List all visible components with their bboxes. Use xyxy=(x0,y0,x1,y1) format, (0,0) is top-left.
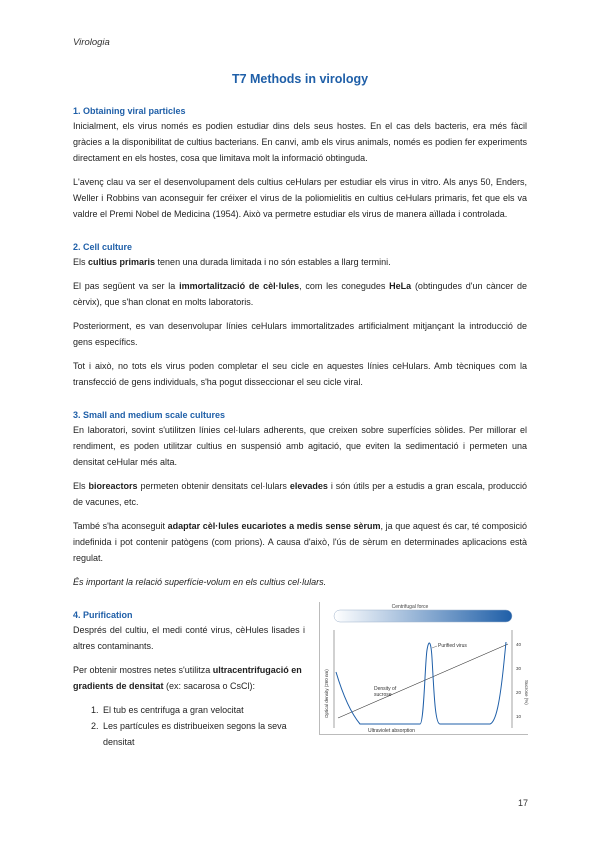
bold-term: ultracentrifugació en gradients de densitat xyxy=(73,665,302,691)
steps-list xyxy=(73,702,305,750)
centrifugal-force-bar xyxy=(334,610,512,622)
running-header: Virologia xyxy=(73,37,110,48)
section-cell-culture xyxy=(73,240,527,390)
paragraph: Els bioreactors permeten obtenir densitats cel·lulars elevades i són útils per a estudis a gran escala, producció de vacunes, etc. xyxy=(73,481,528,507)
section-heading: 2. Cell culture xyxy=(73,242,133,252)
paragraph: Per obtenir mostres netes s'utilitza ultracentrifugació en gradients de densitat (ex: sacarosa o CsCl): xyxy=(73,665,302,691)
section-small-medium-scale-cultures xyxy=(73,408,527,590)
bold-term: elevades xyxy=(289,481,328,491)
list-item: 1. El tub es centrifuga a gran velocitat xyxy=(101,702,305,718)
section-obtaining-viral-particles xyxy=(73,104,527,222)
absorbance-curve xyxy=(336,642,506,724)
y-right-tick: 30 xyxy=(516,666,522,671)
section-heading: 1. Obtaining viral particles xyxy=(73,106,186,116)
y-right-tick: 40 xyxy=(516,642,522,647)
density-label: sucrose xyxy=(374,692,392,698)
centrifugal-force-label: Centrifugal force xyxy=(391,604,429,610)
paragraph-italic: És important la relació superfície-volum en els cultius cel·lulars. xyxy=(73,577,327,587)
paragraph: En laboratori, sovint s'utilitzen línies cel·lulars adherents, que creixen sobre superfícies sòlides. Per millorar el rendiment, es poden utilitzar cultius en suspensió amb agitació, que eviten la sedimentació i permeten una densitat ceHular més alta. xyxy=(73,425,527,467)
paragraph: El pas següent va ser la immortalització de cèl·lules, com les conegudes HeLa (obtingudes d'un càncer de cèrvix), que s'han clonat en molts laboratoris. xyxy=(73,281,527,307)
paragraph: L'avenç clau va ser el desenvolupament dels cultius ceHulars per estudiar els virus in vitro. Als anys 50, Enders, Weller i Robbins van aconseguir fer créixer el virus de la poliomielitis en cultius ceHulars primaris, fet que els va valdre el Premi Nobel de Medicina (1954). Això va permetre estudiar els virus de manera aïllada i controlada. xyxy=(73,177,527,219)
paragraph: També s'ha aconseguit adaptar cèl·lules eucariotes a medis sense sèrum, ja que aquest és car, té composició indefinida i pot contenir patògens (com prions). A causa d'això, l'ús de sèrum en determinades aplicacions està regulat. xyxy=(73,521,527,563)
paragraph: Posteriorment, es van desenvolupar línies ceHulars immortalitzades artificialment mitjançant la introducció de gens específics. xyxy=(73,321,527,347)
density-label: Density of xyxy=(374,686,397,692)
bold-term: bioreactors xyxy=(88,481,138,491)
paragraph: Inicialment, els virus només es podien estudiar dins dels seus hostes. En el cas dels bacteris, era més fàcil gràcies a la disponibilitat de cultius bacterians. En canvi, amb els virus animals, només es podien fer experiments directament en els hostes, cosa que limitava molt la informació obtinguda. xyxy=(73,121,527,163)
paragraph: Tot i això, no tots els virus poden completar el seu cicle en aquestes línies ceHulars. Amb tècniques com la transfecció de gens individuals, s'ha pogut disseccionar el seu cicle viral. xyxy=(73,361,527,387)
bold-term: cultius primaris xyxy=(88,257,156,267)
y-axis-right-label: Sucrose (%) xyxy=(524,680,529,705)
list-item: 2. Les partícules es distribueixen segons la seva densitat xyxy=(101,718,305,750)
bold-term: immortalització de cèl·lules xyxy=(179,281,300,291)
density-gradient-figure xyxy=(319,602,528,735)
peak-label: Purified virus xyxy=(438,643,467,649)
section-purification xyxy=(73,604,529,750)
section-heading: 3. Small and medium scale cultures xyxy=(73,410,226,420)
y-axis-left-label: Optical density (260 nm) xyxy=(324,669,329,718)
bold-term: HeLa xyxy=(389,281,412,291)
y-right-tick: 20 xyxy=(516,690,522,695)
paragraph: Després del cultiu, el medi conté virus, cèHules lisades i altres contaminants. xyxy=(73,625,305,651)
bold-term: adaptar cèl·lules eucariotes a medis sense sèrum xyxy=(167,521,381,531)
paragraph: Els cultius primaris tenen una durada limitada i no són estables a llarg termini. xyxy=(73,257,391,267)
document-body xyxy=(73,104,527,750)
baseline-label: Ultraviolet absorption xyxy=(368,728,415,734)
page-number: 17 xyxy=(518,798,529,808)
section-heading: 4. Purification xyxy=(73,610,133,620)
y-right-tick: 10 xyxy=(516,714,522,719)
document-title: T7 Methods in virology xyxy=(231,72,369,86)
